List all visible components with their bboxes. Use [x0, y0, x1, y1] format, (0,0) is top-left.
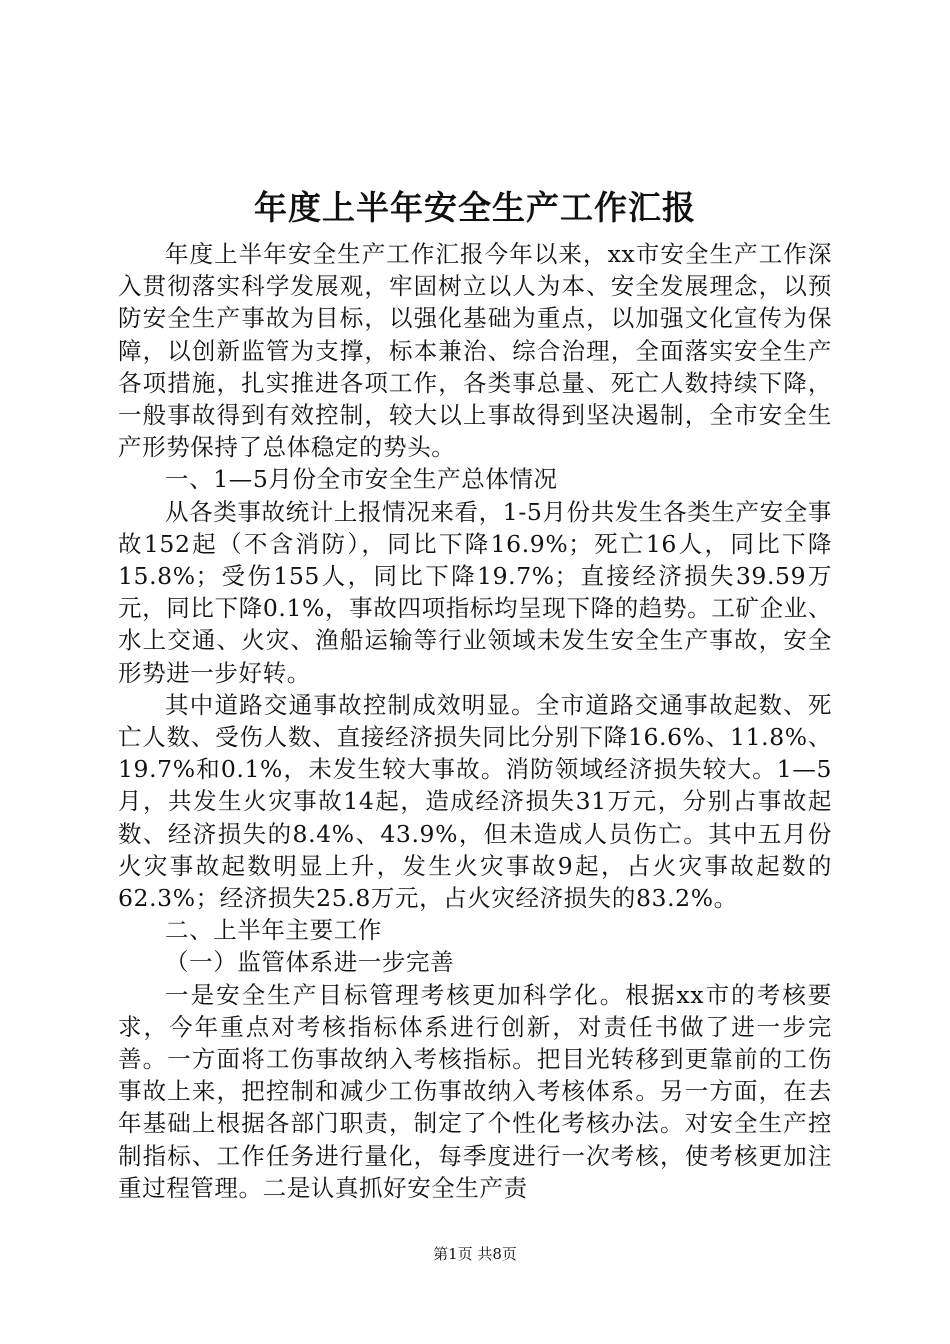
document-title: 年度上半年安全生产工作汇报: [254, 188, 696, 227]
subsection-heading-1: （一）监管体系进一步完善: [165, 948, 455, 977]
section-heading-1: 一、1—5月份全市安全生产总体情况: [165, 465, 558, 494]
section-heading-2: 二、上半年主要工作: [165, 916, 382, 945]
paragraph-supervision: 一是安全生产目标管理考核更加科学化。根据xx市的考核要求，今年重点对考核指标体系进行创新，对责任书做了进一步完善。一方面将工伤事故纳入考核指标。把目光转移到更靠前的工伤事故上来，把控制和减少工伤事故纳入考核体系。另一方面，在去年基础上根据各部门职责，制定了个性化考核办法。对安全生产控制指标、工作任务进行量化，每季度进行一次考核，使考核更加注重过程管理。二是认真抓好安全生产责: [118, 980, 832, 1202]
document-body: [118, 238, 832, 1204]
paragraph-intro: 年度上半年安全生产工作汇报今年以来，xx市安全生产工作深入贯彻落实科学发展观，牢固树立以人为本、安全发展理念，以预防安全生产事故为目标，以强化基础为重点，以加强文化宣传为保障，以创新监管为支撑，标本兼治、综合治理，全面落实安全生产各项措施，扎实推进各项工作，各类事总量、死亡人数持续下降，一般事故得到有效控制，较大以上事故得到坚决遏制，全市安全生产形势保持了总体稳定的势头。: [118, 240, 832, 462]
page-number-footer: 第1页 共8页: [433, 1245, 517, 1263]
paragraph-traffic-fire: 其中道路交通事故控制成效明显。全市道路交通事故起数、死亡人数、受伤人数、直接经济损失同比分别下降16.6%、11.8%、19.7%和0.1%，未发生较大事故。消防领域经济损失较大。1—5月，共发生火灾事故14起，造成经济损失31万元，分别占事故起数、经济损失的8.4%、43.9%，但未造成人员伤亡。其中五月份火灾事故起数明显上升，发生火灾事故9起，占火灾事故起数的62.3%；经济损失25.8万元，占火灾经济损失的83.2%。: [118, 690, 832, 913]
paragraph-statistics: 从各类事故统计上报情况来看，1-5月份共发生各类生产安全事故152起（不含消防），同比下降16.9%；死亡16人，同比下降15.8%；受伤155人，同比下降19.7%；直接经济损失39.59万元，同比下降0.1%，事故四项指标均呈现下降的趋势。工矿企业、水上交通、火灾、渔船运输等行业领域未发生安全生产事故，安全形势进一步好转。: [118, 497, 832, 687]
